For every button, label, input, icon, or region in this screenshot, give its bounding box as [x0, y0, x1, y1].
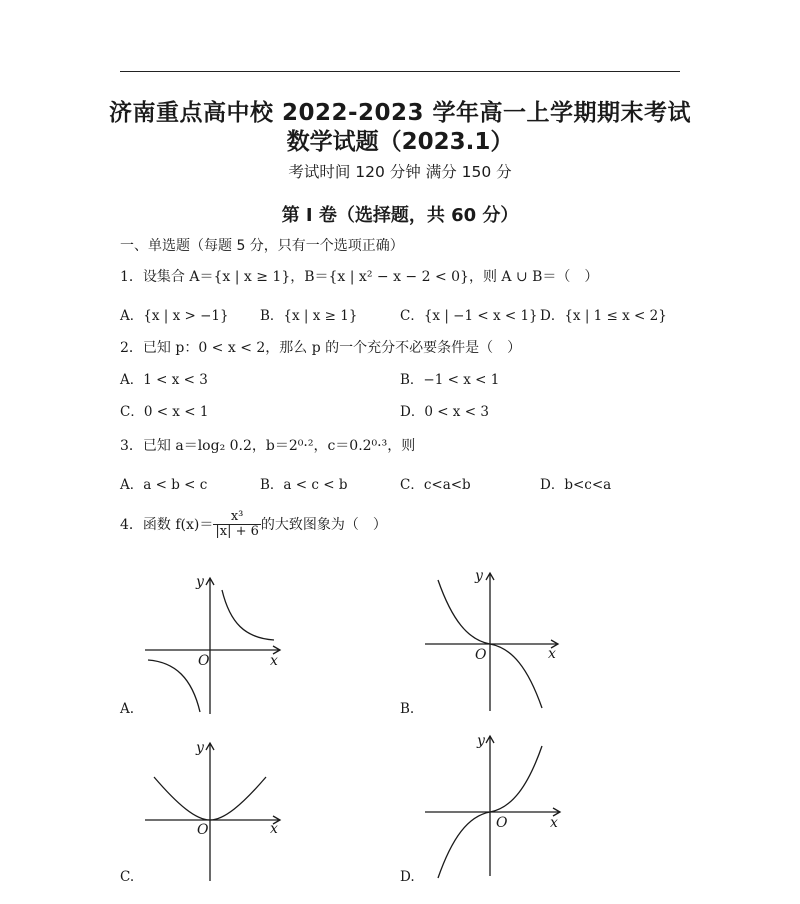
q4-graph-b[interactable] [420, 565, 570, 715]
question-2-stem: 2．已知 p：0 < x < 2，那么 p 的一个充分不必要条件是（ ） [120, 340, 522, 356]
q4-fraction [213, 510, 261, 540]
q4-option-a[interactable]: A. [120, 701, 135, 717]
q4-graph-d[interactable] [420, 730, 570, 880]
question-4-stem [120, 510, 387, 540]
q4-graph-a[interactable] [140, 568, 290, 718]
q3-option-b[interactable]: B．a < c < b [260, 477, 348, 493]
q4-frac-denominator: |x| + 6 [215, 524, 259, 540]
q1-option-b[interactable]: B．{x | x ≥ 1} [260, 308, 358, 324]
section-title: 一、单选题（每题 5 分，只有一个选项正确） [120, 238, 404, 254]
q2-option-b[interactable]: B．−1 < x < 1 [400, 372, 500, 388]
q4-graph-d-x-label: x [550, 815, 558, 831]
q4-option-d[interactable]: D. [400, 869, 415, 885]
q1-option-c[interactable]: C．{x | −1 < x < 1} [400, 308, 538, 324]
q1-option-a[interactable]: A．{x | x > −1} [120, 308, 229, 324]
q4-graph-d-y-label: y [477, 733, 485, 749]
q4-stem-prefix: 4．函数 f(x)＝ [120, 516, 214, 533]
part-title: 第 I 卷（选择题，共 60 分） [281, 205, 519, 226]
q4-frac-numerator: x³ [230, 509, 244, 524]
question-1-stem: 1．设集合 A＝{x | x ≥ 1}，B＝{x | x² − x − 2 < 0}，则 A ∪ B＝（ ） [120, 269, 599, 285]
q4-option-c[interactable]: C. [120, 869, 135, 885]
q4-graph-b-x-label: x [548, 646, 556, 662]
q4-graph-c-x-label: x [270, 821, 278, 837]
q2-option-a[interactable]: A．1 < x < 3 [120, 372, 208, 388]
q4-graph-c-y-label: y [196, 740, 204, 756]
q2-option-c[interactable]: C．0 < x < 1 [120, 404, 209, 420]
q3-option-c[interactable]: C．c<a<b [400, 477, 471, 493]
top-rule [120, 71, 680, 72]
question-3-stem: 3．已知 a＝log₂ 0.2，b＝2⁰·²，c＝0.2⁰·³，则 [120, 438, 416, 454]
exam-title-line2: 数学试题（2023.1） [286, 129, 514, 155]
q3-option-a[interactable]: A．a < b < c [120, 477, 208, 493]
q1-option-d[interactable]: D．{x | 1 ≤ x < 2} [540, 308, 667, 324]
q3-option-d[interactable]: D．b<c<a [540, 477, 612, 493]
q4-graph-a-x-label: x [270, 653, 278, 669]
q4-graph-c[interactable] [140, 735, 290, 885]
q4-graph-d-origin: O [496, 815, 508, 831]
exam-info: 考试时间 120 分钟 满分 150 分 [288, 163, 512, 181]
q2-option-d[interactable]: D．0 < x < 3 [400, 404, 489, 420]
exam-title-line1: 济南重点高中校 2022-2023 学年高一上学期期末考试 [108, 100, 692, 126]
q4-graph-c-origin: O [197, 822, 209, 838]
q4-graph-b-origin: O [475, 647, 487, 663]
q4-stem-suffix: 的大致图象为（ ） [260, 516, 387, 533]
q4-option-b[interactable]: B. [400, 701, 415, 717]
q4-graph-a-y-label: y [196, 574, 204, 590]
q4-graph-b-y-label: y [475, 568, 483, 584]
q4-graph-a-origin: O [198, 653, 210, 669]
